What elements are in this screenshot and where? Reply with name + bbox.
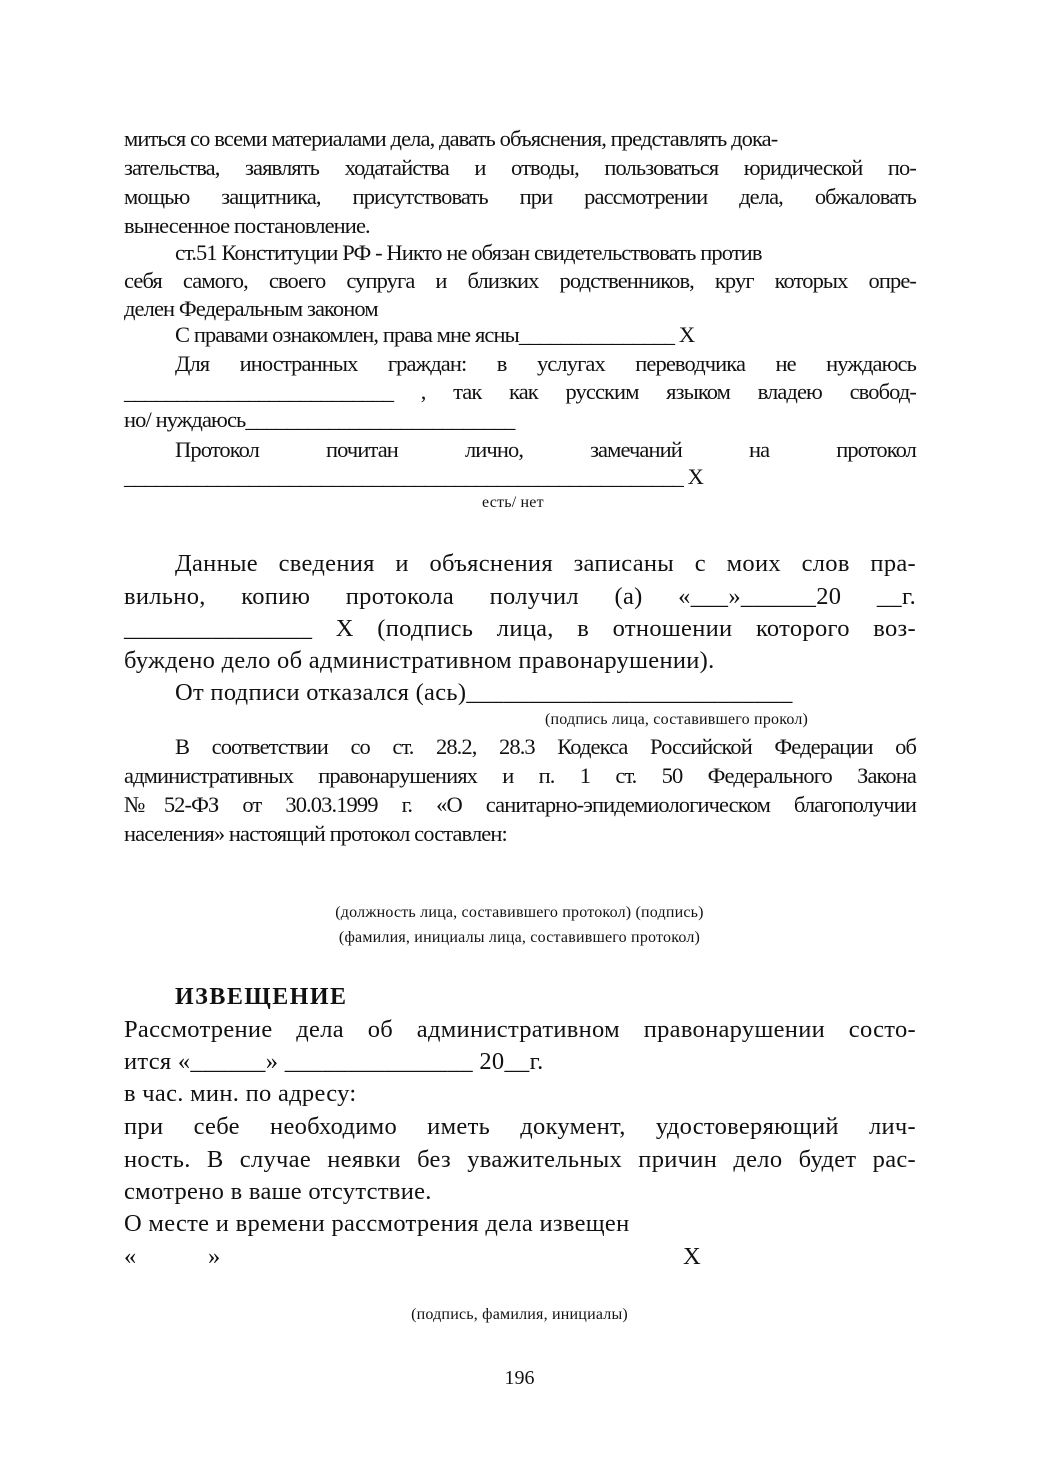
notified-line: О месте и времени рассмотрения дела извещен — [124, 1210, 630, 1237]
text-line: себя самого, своего супруга и близких родственников, круг которых опре- — [124, 268, 916, 293]
hearing-date-line: ится «______» _______________ 20__г. — [124, 1048, 544, 1075]
text-line: №52-ФЗ от 30.03.1999 г. «О санитарно-эпидемиологическом благополучии — [124, 792, 916, 817]
text-line: _______________ X (подпись лица, в отношении которого воз- — [124, 615, 916, 642]
notice-heading: ИЗВЕЩЕНИЕ — [175, 984, 348, 1010]
page-number: 196 — [504, 1367, 535, 1389]
text-line: миться со всеми материалами дела, давать объяснения, представлять дока- — [124, 126, 778, 151]
caption-signature-name: (подпись, фамилия, инициалы) — [411, 1306, 628, 1323]
caption-est-net: есть/ нет — [482, 494, 544, 511]
text-line: вынесенное постановление. — [124, 213, 370, 238]
caption-name: (фамилия, инициалы лица, составившего протокол) — [338, 929, 701, 946]
text-line: смотрено в ваше отсутствие. — [124, 1178, 432, 1205]
x-mark: X — [683, 1243, 701, 1270]
copy-received-line: вильно, копию протокола получил (а) «___»______20 __г. — [124, 583, 916, 610]
text-line: буждено дело об административном правонарушении). — [124, 647, 715, 674]
text-line: зательства, заявлять ходатайства и отводы, пользоваться юридической по- — [124, 155, 916, 180]
text-line: административных правонарушениях и п. 1 ст. 50 Федерального Закона — [124, 763, 916, 788]
constitution-article-line: ст.51 Конституции РФ - Никто не обязан свидетельствовать против — [175, 240, 762, 265]
text-line: делен Федеральным законом — [124, 296, 378, 321]
text-line: при себе необходимо иметь документ, удостоверяющий лич- — [124, 1113, 916, 1140]
refused-signature-line: От подписи отказался (ась)__________________________ — [175, 679, 793, 706]
rights-acknowledged-line: С правами ознакомлен, права мне ясны_______________ X — [175, 322, 695, 347]
caption-signature: (подпись лица, составившего прокол) — [545, 711, 809, 728]
close-quote: » — [208, 1243, 221, 1270]
text-line: ность. В случае неявки без уважительных причин дело будет рас- — [124, 1146, 916, 1173]
text-line: Рассмотрение дела об административном правонарушении состо- — [124, 1016, 916, 1043]
text-line: населения» настоящий протокол составлен: — [124, 821, 507, 846]
hearing-address-line: в час. мин. по адресу: — [124, 1080, 357, 1107]
text-line: Данные сведения и объяснения записаны с моих слов пра- — [175, 550, 916, 577]
text-line: __________________________ , так как русским языком владею свобод- — [124, 379, 916, 404]
text-line: В соответствии со ст. 28.2, 28.3 Кодекса Российской Федерации об — [175, 734, 916, 759]
foreign-citizens-line: Для иностранных граждан: в услугах переводчика не нуждаюсь — [175, 351, 916, 376]
protocol-read-line: Протокол почитан лично, замечаний на протокол — [175, 437, 916, 462]
caption-position: (должность лица, составившего протокол) (подпись) — [335, 904, 704, 921]
text-line: но/ нуждаюсь__________________________ — [124, 407, 515, 432]
text-line: мощью защитника, присутствовать при рассмотрении дела, обжаловать — [124, 184, 916, 209]
open-quote: « — [124, 1243, 137, 1270]
signature-line: ______________________________________________________ X — [124, 464, 703, 489]
